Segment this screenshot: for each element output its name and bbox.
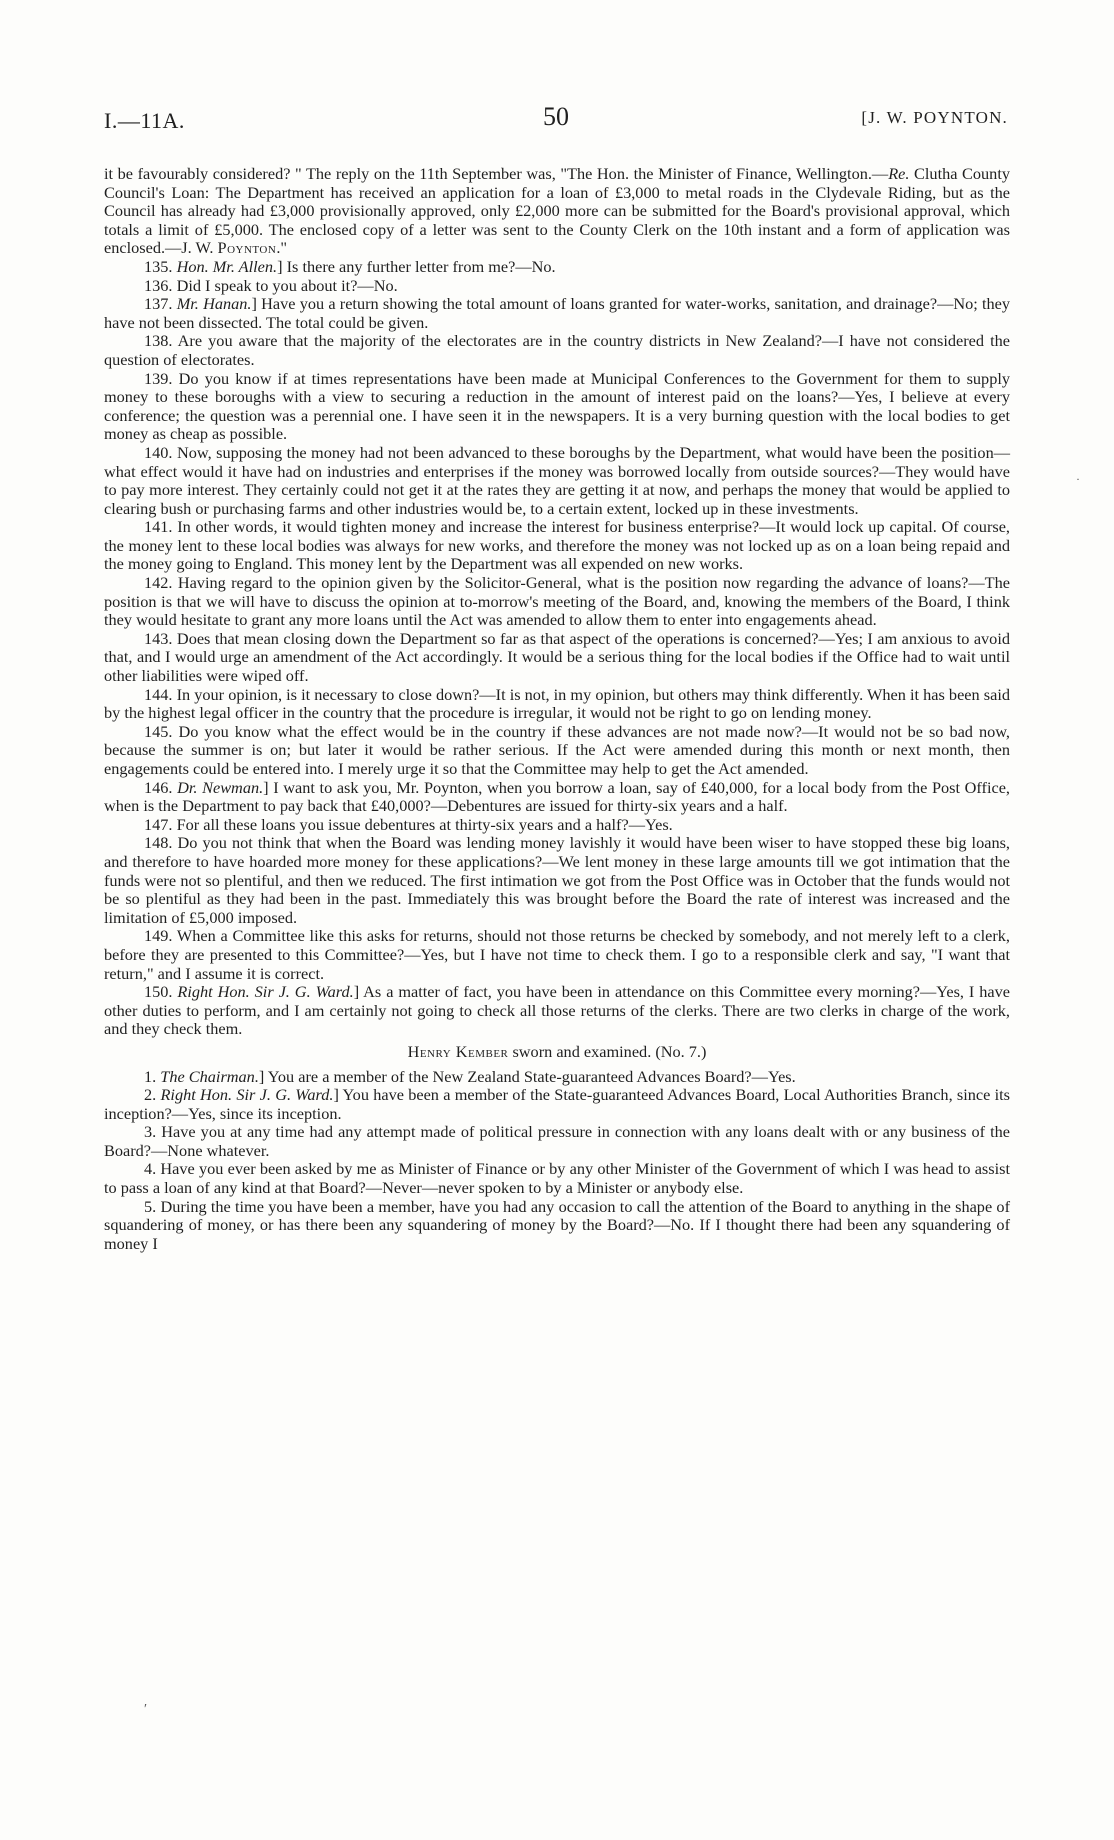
parliamentary-paper-reference: I.—11A.	[104, 108, 185, 133]
speaker-name: Right Hon. Sir J. G. Ward.	[177, 982, 354, 1002]
evidence-paragraph	[104, 834, 1010, 927]
evidence-paragraph	[104, 723, 1010, 779]
evidence-body-text	[104, 165, 1010, 1253]
evidence-paragraph	[104, 686, 1010, 723]
paragraph-text: 144. In your opinion, is it necessary to close down?—It is not, in my opinion, but others may think differently. When it has been said by the highest legal officer in the country that the procedure is irregular, it would not be right to go on lending money.	[104, 684, 1010, 723]
speaker-name: Hon. Mr. Allen.	[176, 256, 278, 276]
evidence-paragraph	[104, 332, 1010, 369]
stray-mark: ′	[144, 1702, 148, 1717]
paragraph-text: it be favourably considered? " The reply on the 11th September was, "The Hon. the Minister of Finance, Wellington.—	[104, 164, 889, 183]
paragraph-text: 135.	[144, 256, 177, 276]
evidence-paragraph	[104, 277, 1010, 296]
evidence-paragraph	[104, 927, 1010, 983]
paragraph-text: 141. In other words, it would tighten money and increase the interest for business enterprise?—It would lock up capital. Of course, the money lent to these local bodies was always for new works, and therefore the money was not locked up as on a loan being repaid and the money going to England. This money lent by the Department was all expended on new works.	[104, 517, 1010, 574]
paragraph-text: 136. Did I speak to you about it?—No.	[144, 275, 398, 295]
paragraph-text: 147. For all these loans you issue debentures at thirty-six years and a half?—Yes.	[144, 814, 673, 834]
speaker-name: Dr. Newman.	[177, 777, 264, 797]
paragraph-text: ] Is there any further letter from me?—No.	[277, 256, 556, 276]
paragraph-text: 142. Having regard to the opinion given by the Solicitor-General, what is the position now regarding the advance of loans?—The position is that we will have to discuss the opinion at to-morrow's meeting of the Board, and, knowing the members of the Board, I think they would hesitate to grant any more loans until the Act was amended to allow them to enter into engagements ahead.	[104, 573, 1010, 630]
paragraph-text: 139. Do you know if at times representations have been made at Municipal Conferences to the Government for them to supply money to these boroughs with a view to securing a reduction in the amount of interest paid on the loans?—Yes, I believe at every conference; the question was a perennial one. I have seen it in the newspapers. It is a very burning question with the local bodies to get money as cheap as possible.	[104, 368, 1010, 444]
evidence-paragraph	[104, 518, 1010, 574]
evidence-paragraph	[104, 983, 1010, 1039]
speaker-name: Right Hon. Sir J. G. Ward.	[160, 1085, 334, 1105]
evidence-paragraph	[104, 1086, 1010, 1123]
evidence-paragraph	[104, 1123, 1010, 1160]
paragraph-text: 138. Are you aware that the majority of the electorates are in the country districts in New Zealand?—I have not considered the question of electorates.	[104, 331, 1010, 369]
paragraph-text: sworn and examined. (No. 7.)	[508, 1041, 707, 1061]
paragraph-text: ] You are a member of the New Zealand State-guaranteed Advances Board?—Yes.	[258, 1066, 796, 1086]
speaker-name: Mr. Hanan.	[176, 294, 252, 314]
evidence-paragraph	[104, 444, 1010, 518]
evidence-paragraph	[104, 258, 1010, 277]
paragraph-text: ] You have been a member of the State-guaranteed Advances Board, Local Authorities Branch, since its inception?—Yes, since its inception.	[104, 1085, 1011, 1123]
paragraph-text: 4. Have you ever been asked by me as Minister of Finance or by any other Minister of the Government of which I was head to assist to pass a loan of any kind at that Board?—Never—never spoken to by a Minister or anybody else.	[104, 1159, 1010, 1198]
paragraph-text: 150.	[144, 982, 178, 1002]
stray-mark: ·	[1076, 472, 1080, 486]
page-header	[104, 100, 1008, 140]
paragraph-text: 1.	[144, 1066, 161, 1086]
paragraph-text: 5. During the time you have been a member, have you had any occasion to call the attention of the Board to anything in the shape of squandering of money, or has there been any squandering of money by the Board?—No. If I thought there had been any squandering of money I	[104, 1196, 1010, 1253]
evidence-paragraph	[104, 816, 1010, 835]
paragraph-text: 137.	[144, 294, 177, 314]
witness-name-header: [J. W. POYNTON.	[861, 108, 1008, 127]
paragraph-text: 3. Have you at any time had any attempt made of political pressure in connection with any loans dealt with or any business of the Board?—None whatever.	[104, 1122, 1010, 1160]
small-caps-name: Henry Kember	[407, 1041, 509, 1061]
evidence-paragraph	[104, 370, 1010, 444]
evidence-paragraph	[104, 779, 1010, 816]
paragraph-text: 143. Does that mean closing down the Department so far as that aspect of the operations is concerned?—Yes; I am anxious to avoid that, and I would urge an amendment of the Act accordingly. It would be a serious thing for the local bodies if the Office had to wait until other liabilities were wiped off.	[104, 628, 1010, 686]
paragraph-text: 145. Do you know what the effect would be in the country if these advances are not made now?—It would not be so bad now, because the summer is on; but later it would be rather serious. If the Act were amended during this month or next month, then engagements could be entered into. I merely urge it so that the Committee may help to get the Act amended.	[104, 721, 1010, 778]
evidence-paragraph	[104, 1198, 1010, 1254]
speaker-name: The Chairman.	[160, 1066, 259, 1086]
speaker-name: Re.	[888, 164, 910, 183]
paragraph-text: ] As a matter of fact, you have been in attendance on this Committee every morning?—Yes, I have other duties to perform, and I am certainly not going to check all those returns of the clerks. There are two clerks in charge of the work, and they check them.	[104, 982, 1010, 1039]
witness-heading	[104, 1043, 1010, 1062]
evidence-paragraph	[104, 1160, 1010, 1197]
paragraph-text: 146.	[144, 777, 178, 797]
evidence-paragraph	[104, 574, 1010, 630]
paragraph-text: Clutha County Council's Loan: The Department has received an application for a loan of £3,000 to metal roads in the Clydevale Riding, but as the Council has already had £3,000 provisionally approved, only £2,000 more can be submitted for the Board's provisional approval, which totals a limit of £5,000. The enclosed copy of a letter was sent to the County Clerk on the 10th instant and a form of application was enclosed.—J. W.	[104, 164, 1010, 258]
evidence-paragraph	[104, 1068, 1010, 1087]
paragraph-text: ."	[276, 238, 288, 258]
paragraph-text: 149. When a Committee like this asks for returns, should not those returns be checked by somebody, and not merely left to a clerk, before they are presented to this Committee?—Yes, but I have not time to check them. I go to a responsible clerk and say, "I want that return," and I assume it is correct.	[104, 926, 1010, 983]
paragraph-text: 2.	[144, 1085, 161, 1105]
evidence-paragraph	[104, 165, 1010, 258]
paragraph-text: ] I want to ask you, Mr. Poynton, when you borrow a loan, say of £40,000, for a local body from the Post Office, when is the Department to pay back that £40,000?—Debentures are issued for thirty-six years and a half.	[104, 777, 1011, 816]
evidence-paragraph	[104, 630, 1010, 686]
page-number: 50	[543, 102, 569, 131]
paragraph-text: 140. Now, supposing the money had not been advanced to these boroughs by the Department, what would have been the position—what effect would it have had on industries and enterprises if the money was borrowed locally from outside sources?—They would have to pay more interest. They certainly could not get it at the rates they are getting it at now, and perhaps the money that would be applied to clearing bush or purchasing farms and other industries would be, to a certain extent, locked up in these investments.	[104, 442, 1010, 518]
paragraph-text: 148. Do you not think that when the Board was lending money lavishly it would have been wiser to have stopped these big loans, and therefore to have hoarded more money for these applications?—We lent money in these large amounts till we got intimation that the funds were not so plentiful, and then we reduced. The first intimation we got from the Post Office was in October that the funds would not be so plentiful as they had been in the past. Immediately this was brought before the Board the rate of interest was increased and the limitation of £5,000 imposed.	[104, 833, 1010, 927]
paragraph-text: ] Have you a return showing the total amount of loans granted for water-works, sanitation, and drainage?—No; they have not been dissected. The total could be given.	[104, 294, 1011, 332]
evidence-paragraph	[104, 295, 1010, 332]
small-caps-name: Poynton	[217, 238, 277, 258]
